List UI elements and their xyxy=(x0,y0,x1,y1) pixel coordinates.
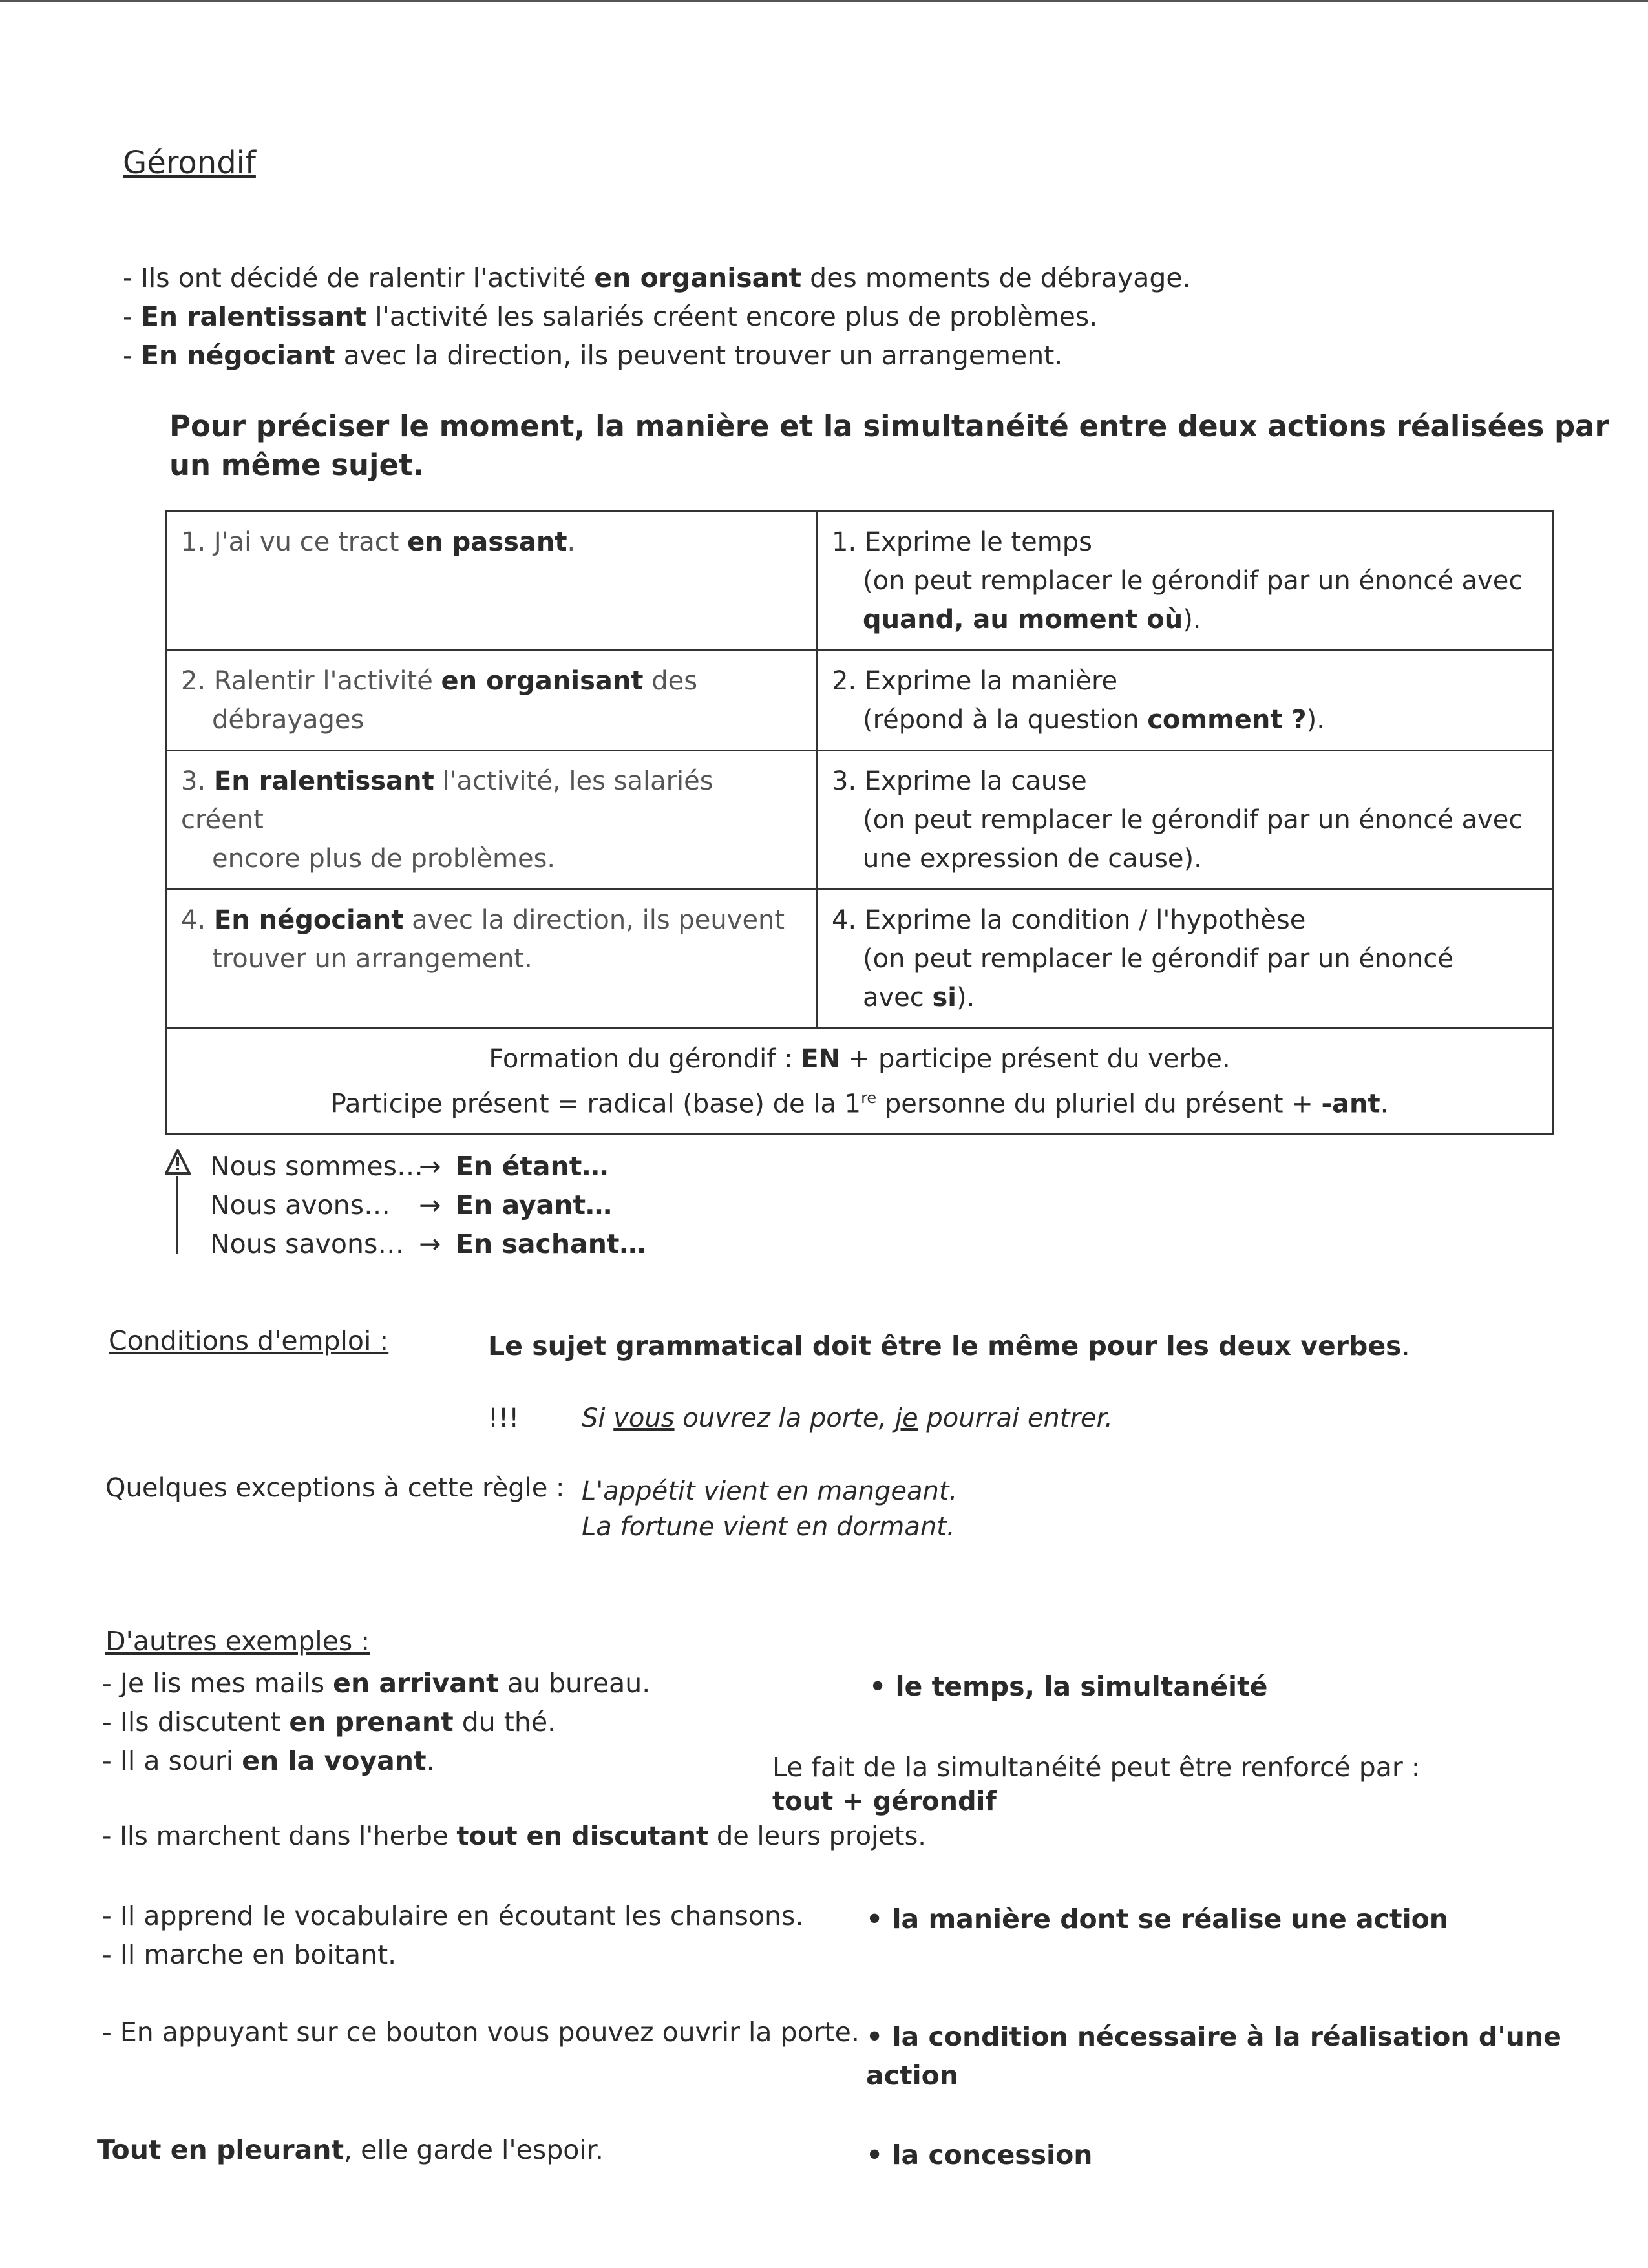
arrow-icon: → xyxy=(419,1151,441,1182)
exception-2: La fortune vient en dormant. xyxy=(582,1512,955,1542)
other-examples-label: D'autres exemples : xyxy=(105,1626,370,1657)
intro-example-2: - En ralentissant l'activité les salariés créent encore plus de problèmes. xyxy=(123,301,1098,332)
arrow-icon: → xyxy=(419,1190,441,1221)
irregular-right-1: En étant… xyxy=(456,1151,609,1182)
example-time-1: - Je lis mes mails en arrivant au bureau. xyxy=(102,1668,651,1699)
simultaneity-note-2: tout + gérondif xyxy=(772,1787,997,1816)
warning-bracket-line xyxy=(176,1176,178,1254)
simultaneity-note: Le fait de la simultanéité peut être renforcé par : xyxy=(772,1752,1421,1783)
purpose-line-1: Pour préciser le moment, la manière et la simultanéité entre deux actions réalisées par xyxy=(169,409,1609,443)
example-time-3: - Il a souri en la voyant. xyxy=(102,1745,435,1776)
example-manner-1: - Il apprend le vocabulaire en écoutant les chansons. xyxy=(102,1900,804,1931)
table-cell-example: 3. En ralentissant l'activité, les salariés créent encore plus de problèmes. xyxy=(166,751,817,890)
irregular-right-3: En sachant… xyxy=(456,1228,646,1259)
warning-marks: !!! xyxy=(488,1403,520,1433)
page-title: Gérondif xyxy=(123,145,256,181)
table-cell-meaning: 4. Exprime la condition / l'hypothèse (on peut remplacer le gérondif par un énoncé avec si). xyxy=(817,890,1554,1029)
table-cell-example: 4. En négociant avec la direction, ils peuvent trouver un arrangement. xyxy=(166,890,817,1029)
table-row xyxy=(166,751,1554,890)
conditions-label: Conditions d'emploi : xyxy=(109,1325,389,1356)
label-time: • le temps, la simultanéité xyxy=(869,1671,1268,1702)
label-condition-2: action xyxy=(866,2060,958,2091)
arrow-icon: → xyxy=(419,1228,441,1259)
exception-1: L'appétit vient en mangeant. xyxy=(582,1476,958,1506)
table-cell-meaning: 3. Exprime la cause (on peut remplacer le gérondif par un énoncé avec une expression de cause). xyxy=(817,751,1554,890)
label-condition-1: • la condition nécessaire à la réalisation d'une xyxy=(866,2021,1561,2052)
label-manner: • la manière dont se réalise une action xyxy=(866,1904,1448,1935)
irregular-right-2: En ayant… xyxy=(456,1190,613,1221)
example-tout: - Ils marchent dans l'herbe tout en discutant de leurs projets. xyxy=(102,1822,927,1851)
table-row-formation xyxy=(166,1029,1554,1135)
intro-example-3: - En négociant avec la direction, ils peuvent trouver un arrangement. xyxy=(123,340,1063,371)
warning-icon xyxy=(165,1149,191,1175)
table-row xyxy=(166,651,1554,751)
top-edge-line xyxy=(0,0,1648,2)
irregular-left-3: Nous savons… xyxy=(210,1228,405,1259)
usage-table xyxy=(165,510,1554,1135)
table-row xyxy=(166,890,1554,1029)
table-cell-example: 2. Ralentir l'activité en organisant des débrayages xyxy=(166,651,817,751)
counter-example: Si vous ouvrez la porte, je pourrai entrer. xyxy=(582,1403,1114,1433)
intro-example-1: - Ils ont décidé de ralentir l'activité en organisant des moments de débrayage. xyxy=(123,262,1191,293)
table-cell-meaning: 2. Exprime la manière (répond à la question comment ?). xyxy=(817,651,1554,751)
example-manner-2: - Il marche en boitant. xyxy=(102,1939,397,1970)
irregular-left-1: Nous sommes… xyxy=(210,1151,424,1182)
table-cell-example: 1. J'ai vu ce tract en passant. xyxy=(166,512,817,651)
table-cell-meaning: 1. Exprime le temps (on peut remplacer le gérondif par un énoncé avec quand, au moment où). xyxy=(817,512,1554,651)
purpose-line-2: un même sujet. xyxy=(169,448,424,482)
formation-cell: Formation du gérondif : EN + participe présent du verbe. Participe présent = radical (base) de la 1re personne du pluriel du présent + -ant. xyxy=(166,1029,1554,1135)
conditions-rule: Le sujet grammatical doit être le même pour les deux verbes. xyxy=(488,1330,1410,1361)
example-time-2: - Ils discutent en prenant du thé. xyxy=(102,1706,556,1738)
irregular-left-2: Nous avons… xyxy=(210,1190,390,1221)
label-concession: • la concession xyxy=(866,2139,1093,2170)
table-row xyxy=(166,512,1554,651)
example-concession: Tout en pleurant, elle garde l'espoir. xyxy=(97,2134,604,2165)
exceptions-label: Quelques exceptions à cette règle : xyxy=(105,1473,565,1503)
example-condition: - En appuyant sur ce bouton vous pouvez ouvrir la porte. xyxy=(102,2017,860,2048)
